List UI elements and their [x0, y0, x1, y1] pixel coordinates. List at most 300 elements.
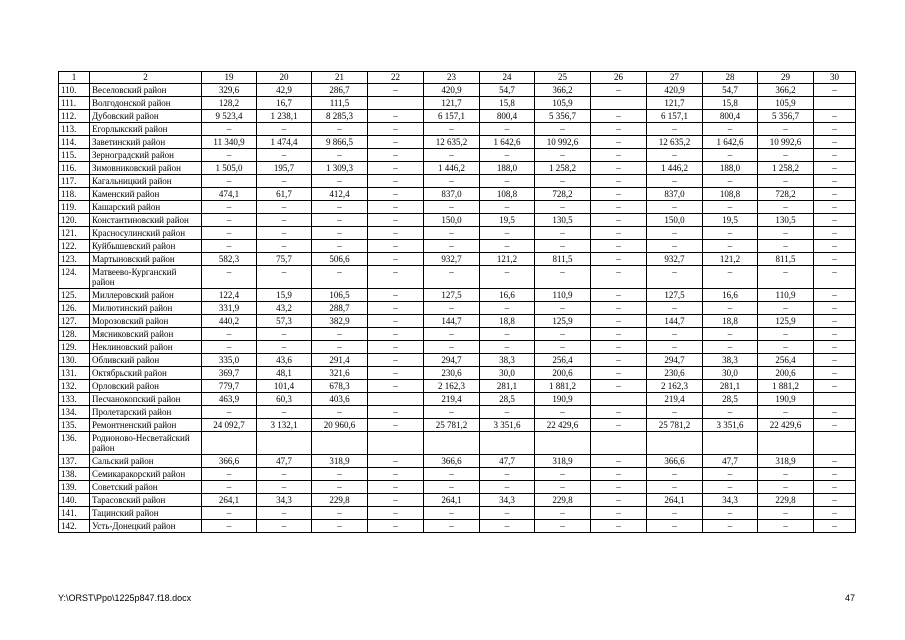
value-cell: 61,7 — [257, 188, 312, 201]
value-cell: – — [257, 201, 312, 214]
value-cell: – — [591, 123, 647, 136]
row-number-cell: 121. — [59, 227, 90, 240]
table-row — [59, 468, 856, 481]
value-cell: 15,8 — [703, 97, 758, 110]
value-cell: – — [202, 123, 257, 136]
value-cell: 728,2 — [535, 188, 591, 201]
value-cell: 121,7 — [424, 97, 480, 110]
value-cell: – — [480, 201, 535, 214]
row-number-cell: 132. — [59, 380, 90, 393]
row-number-cell: 135. — [59, 419, 90, 432]
value-cell: – — [703, 468, 758, 481]
column-number-cell: 27 — [647, 72, 703, 84]
value-cell: – — [647, 328, 703, 341]
value-cell: – — [758, 341, 814, 354]
value-cell: 110,9 — [535, 289, 591, 302]
value-cell: – — [814, 136, 856, 149]
value-cell: – — [814, 162, 856, 175]
value-cell: – — [202, 481, 257, 494]
value-cell: 57,3 — [257, 315, 312, 328]
value-cell: 264,1 — [202, 494, 257, 507]
value-cell: – — [535, 227, 591, 240]
value-cell: 420,9 — [424, 84, 480, 97]
value-cell: 318,9 — [312, 455, 368, 468]
table-row — [59, 507, 856, 520]
value-cell: – — [312, 240, 368, 253]
value-cell: 229,8 — [312, 494, 368, 507]
value-cell: 110,9 — [758, 289, 814, 302]
value-cell: – — [368, 253, 424, 266]
row-number-cell: 111. — [59, 97, 90, 110]
value-cell: 47,7 — [257, 455, 312, 468]
value-cell: 1 238,1 — [257, 110, 312, 123]
value-cell: 5 356,7 — [535, 110, 591, 123]
value-cell: 128,2 — [202, 97, 257, 110]
value-cell: – — [591, 201, 647, 214]
value-cell: 188,0 — [480, 162, 535, 175]
value-cell: – — [647, 302, 703, 315]
value-cell — [591, 97, 647, 110]
value-cell: 1 309,3 — [312, 162, 368, 175]
table-row — [59, 419, 856, 432]
value-cell: 105,9 — [535, 97, 591, 110]
value-cell: 582,3 — [202, 253, 257, 266]
value-cell: 837,0 — [424, 188, 480, 201]
value-cell: – — [703, 520, 758, 533]
district-name-cell: Красносулинский район — [90, 227, 202, 240]
value-cell: – — [368, 136, 424, 149]
value-cell: 130,5 — [535, 214, 591, 227]
value-cell: – — [814, 253, 856, 266]
value-cell: 15,9 — [257, 289, 312, 302]
value-cell: – — [535, 240, 591, 253]
value-cell — [814, 393, 856, 406]
column-number-cell: 24 — [480, 72, 535, 84]
value-cell — [591, 393, 647, 406]
value-cell: – — [368, 354, 424, 367]
value-cell: – — [535, 201, 591, 214]
district-name-cell: Сальский район — [90, 455, 202, 468]
value-cell: 366,2 — [758, 84, 814, 97]
value-cell: 122,4 — [202, 289, 257, 302]
district-name-cell: Морозовский район — [90, 315, 202, 328]
value-cell: – — [368, 481, 424, 494]
value-cell: – — [814, 266, 856, 289]
district-name-cell: Константиновский район — [90, 214, 202, 227]
value-cell: – — [591, 406, 647, 419]
value-cell: 22 429,6 — [535, 419, 591, 432]
value-cell: 144,7 — [647, 315, 703, 328]
district-name-cell: Усть-Донецкий район — [90, 520, 202, 533]
table-row — [59, 455, 856, 468]
value-cell: – — [368, 162, 424, 175]
value-cell: – — [535, 481, 591, 494]
district-name-cell: Неклиновский район — [90, 341, 202, 354]
value-cell: – — [591, 162, 647, 175]
value-cell: – — [758, 149, 814, 162]
table-row — [59, 253, 856, 266]
value-cell: 25 781,2 — [647, 419, 703, 432]
column-number-cell: 22 — [368, 72, 424, 84]
value-cell: – — [202, 227, 257, 240]
value-cell: – — [424, 341, 480, 354]
value-cell: 1 446,2 — [424, 162, 480, 175]
value-cell: – — [814, 494, 856, 507]
table-row — [59, 367, 856, 380]
district-name-cell: Каменский район — [90, 188, 202, 201]
value-cell: – — [814, 328, 856, 341]
value-cell: 1 474,4 — [257, 136, 312, 149]
value-cell: 219,4 — [424, 393, 480, 406]
value-cell: 11 340,9 — [202, 136, 257, 149]
value-cell: – — [312, 507, 368, 520]
value-cell: 1 258,2 — [758, 162, 814, 175]
value-cell: – — [591, 419, 647, 432]
value-cell: 101,4 — [257, 380, 312, 393]
value-cell: – — [703, 406, 758, 419]
value-cell: 321,6 — [312, 367, 368, 380]
value-cell — [368, 432, 424, 455]
value-cell: 125,9 — [758, 315, 814, 328]
row-number-cell: 142. — [59, 520, 90, 533]
value-cell: – — [368, 302, 424, 315]
value-cell: 366,6 — [202, 455, 257, 468]
value-cell: 1 642,6 — [480, 136, 535, 149]
value-cell: – — [368, 201, 424, 214]
value-cell: – — [814, 354, 856, 367]
value-cell: – — [703, 481, 758, 494]
value-cell: – — [202, 266, 257, 289]
value-cell: 811,5 — [758, 253, 814, 266]
district-name-cell: Пролетарский район — [90, 406, 202, 419]
value-cell: – — [257, 328, 312, 341]
row-number-cell: 129. — [59, 341, 90, 354]
value-cell: 800,4 — [703, 110, 758, 123]
value-cell: – — [535, 149, 591, 162]
value-cell: 47,7 — [703, 455, 758, 468]
value-cell: 24 092,7 — [202, 419, 257, 432]
value-cell: – — [591, 84, 647, 97]
value-cell: – — [758, 406, 814, 419]
value-cell: – — [758, 302, 814, 315]
value-cell: – — [312, 481, 368, 494]
value-cell: – — [480, 240, 535, 253]
value-cell: – — [591, 188, 647, 201]
value-cell: – — [758, 175, 814, 188]
value-cell: – — [591, 354, 647, 367]
value-cell: – — [591, 481, 647, 494]
value-cell: 463,9 — [202, 393, 257, 406]
value-cell: – — [312, 227, 368, 240]
value-cell: – — [758, 468, 814, 481]
value-cell: – — [257, 175, 312, 188]
row-number-cell: 123. — [59, 253, 90, 266]
value-cell: 34,3 — [257, 494, 312, 507]
value-cell: – — [647, 149, 703, 162]
value-cell: – — [312, 201, 368, 214]
value-cell: 1 642,6 — [703, 136, 758, 149]
value-cell: – — [703, 201, 758, 214]
value-cell: – — [257, 507, 312, 520]
row-number-cell: 133. — [59, 393, 90, 406]
value-cell: – — [257, 240, 312, 253]
value-cell: – — [647, 175, 703, 188]
file-path: Y:\ORST\Ppo\1225p847.f18.docx — [58, 593, 192, 603]
value-cell: 329,6 — [202, 84, 257, 97]
value-cell: – — [368, 419, 424, 432]
table-row — [59, 162, 856, 175]
value-cell: – — [368, 455, 424, 468]
value-cell: 382,9 — [312, 315, 368, 328]
value-cell: – — [424, 201, 480, 214]
value-cell: – — [647, 341, 703, 354]
value-cell: – — [647, 201, 703, 214]
value-cell: – — [368, 507, 424, 520]
value-cell: 28,5 — [480, 393, 535, 406]
district-name-cell: Кашарский район — [90, 201, 202, 214]
value-cell: – — [814, 380, 856, 393]
value-cell: 18,8 — [703, 315, 758, 328]
value-cell: – — [480, 406, 535, 419]
value-cell: 506,6 — [312, 253, 368, 266]
value-cell: – — [703, 328, 758, 341]
row-number-cell: 119. — [59, 201, 90, 214]
value-cell: – — [257, 214, 312, 227]
value-cell: 219,4 — [647, 393, 703, 406]
value-cell: 366,6 — [647, 455, 703, 468]
value-cell: 30,0 — [703, 367, 758, 380]
column-number-cell: 19 — [202, 72, 257, 84]
value-cell: 144,7 — [424, 315, 480, 328]
value-cell: – — [647, 468, 703, 481]
value-cell: – — [424, 468, 480, 481]
column-number-cell: 1 — [59, 72, 90, 84]
value-cell: 318,9 — [535, 455, 591, 468]
row-number-cell: 131. — [59, 367, 90, 380]
value-cell: – — [591, 266, 647, 289]
value-cell: 75,7 — [257, 253, 312, 266]
value-cell: – — [535, 341, 591, 354]
value-cell: – — [480, 468, 535, 481]
value-cell — [703, 432, 758, 455]
value-cell: – — [424, 227, 480, 240]
district-name-cell: Песчанокопский район — [90, 393, 202, 406]
value-cell: 28,5 — [703, 393, 758, 406]
value-cell: – — [535, 328, 591, 341]
value-cell: 403,6 — [312, 393, 368, 406]
value-cell: – — [703, 507, 758, 520]
value-cell: – — [202, 201, 257, 214]
value-cell: 1 446,2 — [647, 162, 703, 175]
value-cell: – — [814, 302, 856, 315]
value-cell: – — [814, 123, 856, 136]
value-cell: – — [591, 328, 647, 341]
column-number-cell: 26 — [591, 72, 647, 84]
value-cell — [368, 97, 424, 110]
value-cell: 6 157,1 — [647, 110, 703, 123]
table-body — [59, 72, 856, 533]
value-cell: – — [312, 175, 368, 188]
value-cell — [368, 393, 424, 406]
value-cell: – — [312, 123, 368, 136]
value-cell: – — [814, 419, 856, 432]
value-cell: 10 992,6 — [535, 136, 591, 149]
value-cell: – — [591, 315, 647, 328]
value-cell: – — [591, 149, 647, 162]
value-cell: 3 132,1 — [257, 419, 312, 432]
value-cell: 34,3 — [480, 494, 535, 507]
value-cell: – — [591, 253, 647, 266]
district-name-cell: Тарасовский район — [90, 494, 202, 507]
value-cell: 12 635,2 — [647, 136, 703, 149]
value-cell: 369,7 — [202, 367, 257, 380]
row-number-cell: 141. — [59, 507, 90, 520]
value-cell: 9 523,4 — [202, 110, 257, 123]
value-cell: – — [202, 149, 257, 162]
value-cell: – — [591, 175, 647, 188]
value-cell: – — [703, 123, 758, 136]
table-row — [59, 201, 856, 214]
table-row — [59, 136, 856, 149]
value-cell: – — [814, 315, 856, 328]
row-number-cell: 124. — [59, 266, 90, 289]
value-cell: – — [480, 227, 535, 240]
row-number-cell: 116. — [59, 162, 90, 175]
value-cell: – — [480, 520, 535, 533]
row-number-cell: 120. — [59, 214, 90, 227]
value-cell: – — [591, 240, 647, 253]
value-cell: – — [814, 367, 856, 380]
value-cell: 195,7 — [257, 162, 312, 175]
value-cell: – — [368, 406, 424, 419]
value-cell: – — [312, 341, 368, 354]
district-name-cell: Куйбышевский район — [90, 240, 202, 253]
value-cell: – — [368, 240, 424, 253]
value-cell: 1 258,2 — [535, 162, 591, 175]
table-row — [59, 481, 856, 494]
value-cell: – — [312, 406, 368, 419]
row-number-cell: 134. — [59, 406, 90, 419]
value-cell: 15,8 — [480, 97, 535, 110]
value-cell: – — [814, 507, 856, 520]
value-cell: 440,2 — [202, 315, 257, 328]
value-cell: – — [758, 520, 814, 533]
value-cell: – — [480, 302, 535, 315]
table-row — [59, 494, 856, 507]
value-cell: – — [591, 494, 647, 507]
value-cell: – — [480, 328, 535, 341]
row-number-cell: 136. — [59, 432, 90, 455]
column-number-cell: 29 — [758, 72, 814, 84]
value-cell: 108,8 — [480, 188, 535, 201]
value-cell: 811,5 — [535, 253, 591, 266]
district-name-cell: Зимовниковский район — [90, 162, 202, 175]
value-cell: 1 881,2 — [758, 380, 814, 393]
value-cell: 932,7 — [424, 253, 480, 266]
value-cell: 678,3 — [312, 380, 368, 393]
value-cell: – — [202, 468, 257, 481]
row-number-cell: 140. — [59, 494, 90, 507]
row-number-cell: 138. — [59, 468, 90, 481]
value-cell: 105,9 — [758, 97, 814, 110]
value-cell — [424, 432, 480, 455]
value-cell: 16,6 — [480, 289, 535, 302]
value-cell: – — [814, 149, 856, 162]
table-row — [59, 393, 856, 406]
value-cell: – — [202, 507, 257, 520]
value-cell: – — [202, 520, 257, 533]
value-cell: – — [257, 406, 312, 419]
value-cell: – — [424, 520, 480, 533]
column-number-cell: 20 — [257, 72, 312, 84]
table-row — [59, 240, 856, 253]
value-cell: – — [647, 266, 703, 289]
value-cell: 5 356,7 — [758, 110, 814, 123]
table-row — [59, 214, 856, 227]
value-cell: – — [368, 315, 424, 328]
value-cell: 294,7 — [424, 354, 480, 367]
value-cell: – — [814, 341, 856, 354]
value-cell: 38,3 — [703, 354, 758, 367]
value-cell: – — [257, 123, 312, 136]
value-cell: – — [703, 227, 758, 240]
value-cell: 121,2 — [703, 253, 758, 266]
value-cell: – — [703, 266, 758, 289]
table-row — [59, 84, 856, 97]
value-cell: – — [591, 455, 647, 468]
value-cell: – — [368, 367, 424, 380]
value-cell: 256,4 — [758, 354, 814, 367]
value-cell: 1 881,2 — [535, 380, 591, 393]
row-number-cell: 110. — [59, 84, 90, 97]
district-name-cell: Обливский район — [90, 354, 202, 367]
value-cell: 190,9 — [758, 393, 814, 406]
value-cell: – — [480, 266, 535, 289]
value-cell: – — [312, 266, 368, 289]
value-cell: – — [202, 406, 257, 419]
value-cell: 19,5 — [703, 214, 758, 227]
value-cell: 420,9 — [647, 84, 703, 97]
value-cell: 2 162,3 — [647, 380, 703, 393]
column-number-cell: 30 — [814, 72, 856, 84]
value-cell: 60,3 — [257, 393, 312, 406]
value-cell: – — [424, 149, 480, 162]
value-cell: 47,7 — [480, 455, 535, 468]
district-name-cell: Веселовский район — [90, 84, 202, 97]
value-cell: 188,0 — [703, 162, 758, 175]
value-cell: – — [814, 406, 856, 419]
value-cell — [535, 432, 591, 455]
district-name-cell: Заветинский район — [90, 136, 202, 149]
row-number-cell: 126. — [59, 302, 90, 315]
value-cell: 230,6 — [424, 367, 480, 380]
value-cell: – — [202, 328, 257, 341]
value-cell: – — [480, 507, 535, 520]
value-cell: – — [368, 328, 424, 341]
value-cell: – — [703, 175, 758, 188]
value-cell: – — [814, 520, 856, 533]
table-row — [59, 328, 856, 341]
value-cell: 335,0 — [202, 354, 257, 367]
value-cell: – — [591, 227, 647, 240]
table-row — [59, 175, 856, 188]
table-row — [59, 341, 856, 354]
table-row — [59, 149, 856, 162]
value-cell: 366,2 — [535, 84, 591, 97]
value-cell: – — [814, 468, 856, 481]
value-cell: 130,5 — [758, 214, 814, 227]
value-cell: – — [647, 227, 703, 240]
